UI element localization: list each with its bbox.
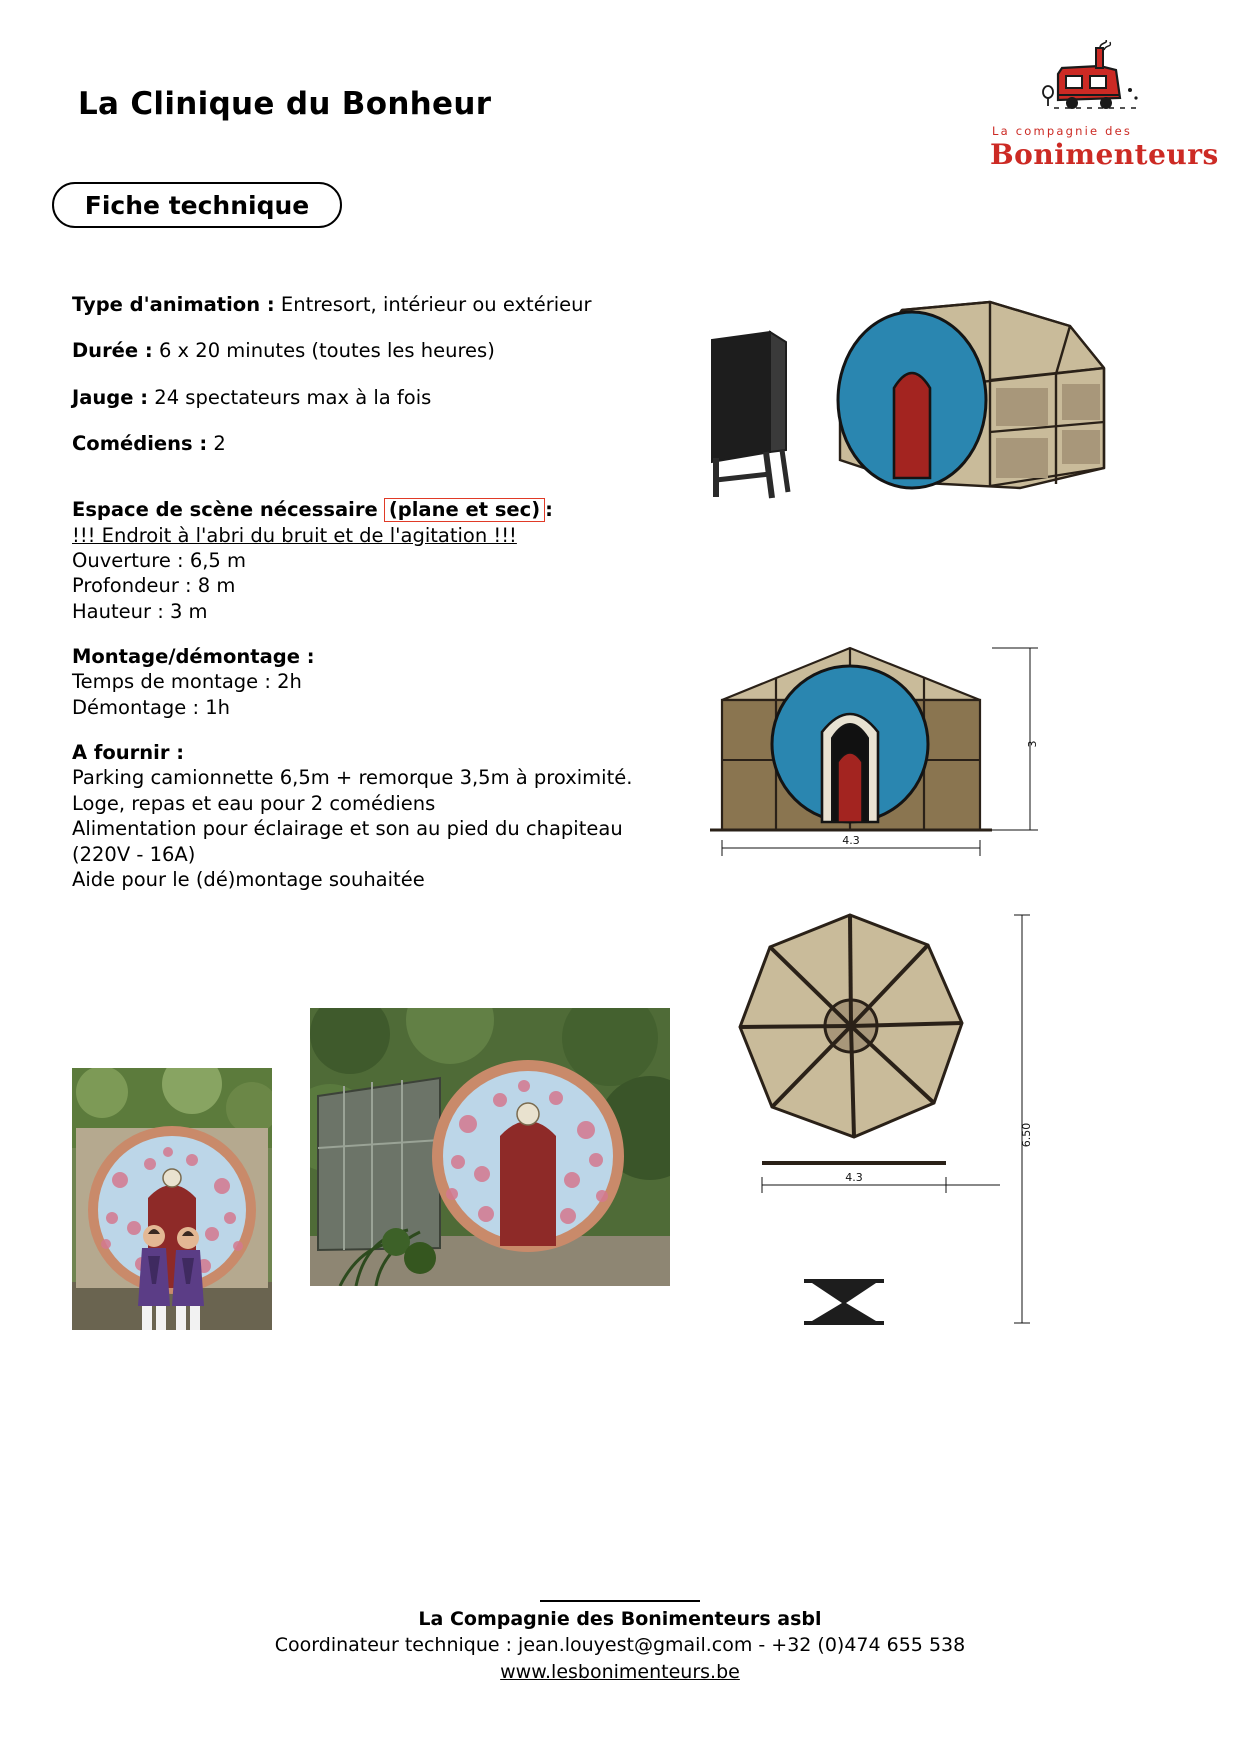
spec-comediens-value: 2 xyxy=(213,432,226,456)
page-title: La Clinique du Bonheur xyxy=(78,86,492,122)
spec-type-value: Entresort, intérieur ou extérieur xyxy=(280,293,592,316)
spacer xyxy=(72,477,692,497)
spec-espace xyxy=(72,497,692,624)
spec-montage-label: Montage/démontage : xyxy=(72,645,315,669)
photo-yurt-outdoor xyxy=(310,1008,670,1286)
spec-montage xyxy=(72,644,692,720)
spec-montage-line-0: Temps de montage : 2h xyxy=(72,670,302,694)
spec-fournir-line-3: (220V - 16A) xyxy=(72,842,196,866)
yurt-plan-drawing xyxy=(700,895,1160,1350)
yurt-elevation-drawing xyxy=(700,640,1160,880)
spec-duree xyxy=(72,338,692,363)
elevation-width-label: 4.3 xyxy=(842,834,860,847)
spec-fournir-label: A fournir : xyxy=(72,741,185,765)
yurt-facade xyxy=(838,312,986,488)
spec-duree-label: Durée : xyxy=(72,339,153,363)
spec-espace-line-1: Profondeur : 8 m xyxy=(72,574,236,598)
footer-divider xyxy=(540,1600,700,1602)
spec-jauge xyxy=(72,385,692,410)
spec-espace-heading xyxy=(72,497,692,522)
spec-duree-value: 6 x 20 minutes (toutes les heures) xyxy=(158,339,495,363)
plan-stand-icon xyxy=(804,1281,884,1323)
spec-fournir-line-1: Loge, repas et eau pour 2 comédiens xyxy=(72,791,436,815)
company-logo xyxy=(982,40,1219,180)
spec-jauge-label: Jauge : xyxy=(72,385,149,409)
spacer xyxy=(72,624,692,644)
spec-espace-colon: : xyxy=(545,498,553,522)
elevation-facade xyxy=(772,666,928,822)
spec-fournir-line-2: Alimentation pour éclairage et son au pied du chapiteau xyxy=(72,817,623,841)
spec-comediens-label: Comédiens : xyxy=(72,432,208,456)
footer-company: La Compagnie des Bonimenteurs asbl xyxy=(418,1607,822,1630)
plan-height-label: 6.50 xyxy=(1020,1122,1033,1148)
spec-fournir-line-4: Aide pour le (dé)montage souhaitée xyxy=(72,867,425,891)
spec-espace-boxed: (plane et sec) xyxy=(384,498,545,522)
logo-main-text: Bonimenteurs xyxy=(990,138,1219,171)
spec-comediens xyxy=(72,431,692,456)
plan-roof xyxy=(740,915,962,1163)
spec-montage-line-1: Démontage : 1h xyxy=(72,695,230,719)
photo-performers xyxy=(72,1068,272,1330)
spec-type-label: Type d'animation : xyxy=(72,293,275,316)
elevation-height-label: 3 xyxy=(1026,740,1039,748)
spec-type xyxy=(72,292,692,317)
spec-fournir-line-0: Parking camionnette 6,5m + remorque 3,5m à proximité. xyxy=(72,766,633,790)
caravan-icon xyxy=(1038,40,1148,120)
spec-jauge-value: 24 spectateurs max à la fois xyxy=(154,385,432,409)
spec-espace-line-0: Ouverture : 6,5 m xyxy=(72,549,247,573)
spec-espace-line-2: Hauteur : 3 m xyxy=(72,599,208,623)
spec-espace-label: Espace de scène nécessaire xyxy=(72,498,378,522)
yurt-perspective-drawing xyxy=(690,292,1170,542)
spacer xyxy=(72,720,692,740)
specifications-text xyxy=(72,292,692,892)
footer xyxy=(0,1600,1240,1686)
spec-espace-warning: !!! Endroit à l'abri du bruit et de l'agitation !!! xyxy=(72,523,517,547)
footer-website[interactable]: www.lesbonimenteurs.be xyxy=(500,1661,740,1684)
spec-fournir xyxy=(72,740,692,892)
chalkboard-icon xyxy=(712,332,788,498)
plan-width-label: 4.3 xyxy=(845,1171,863,1184)
fiche-technique-label: Fiche technique xyxy=(84,190,310,220)
fiche-technique-badge xyxy=(52,182,342,228)
footer-contact: Coordinateur technique : jean.louyest@gmail.com - +32 (0)474 655 538 xyxy=(274,1634,966,1657)
logo-small-text: La compagnie des xyxy=(992,124,1133,138)
